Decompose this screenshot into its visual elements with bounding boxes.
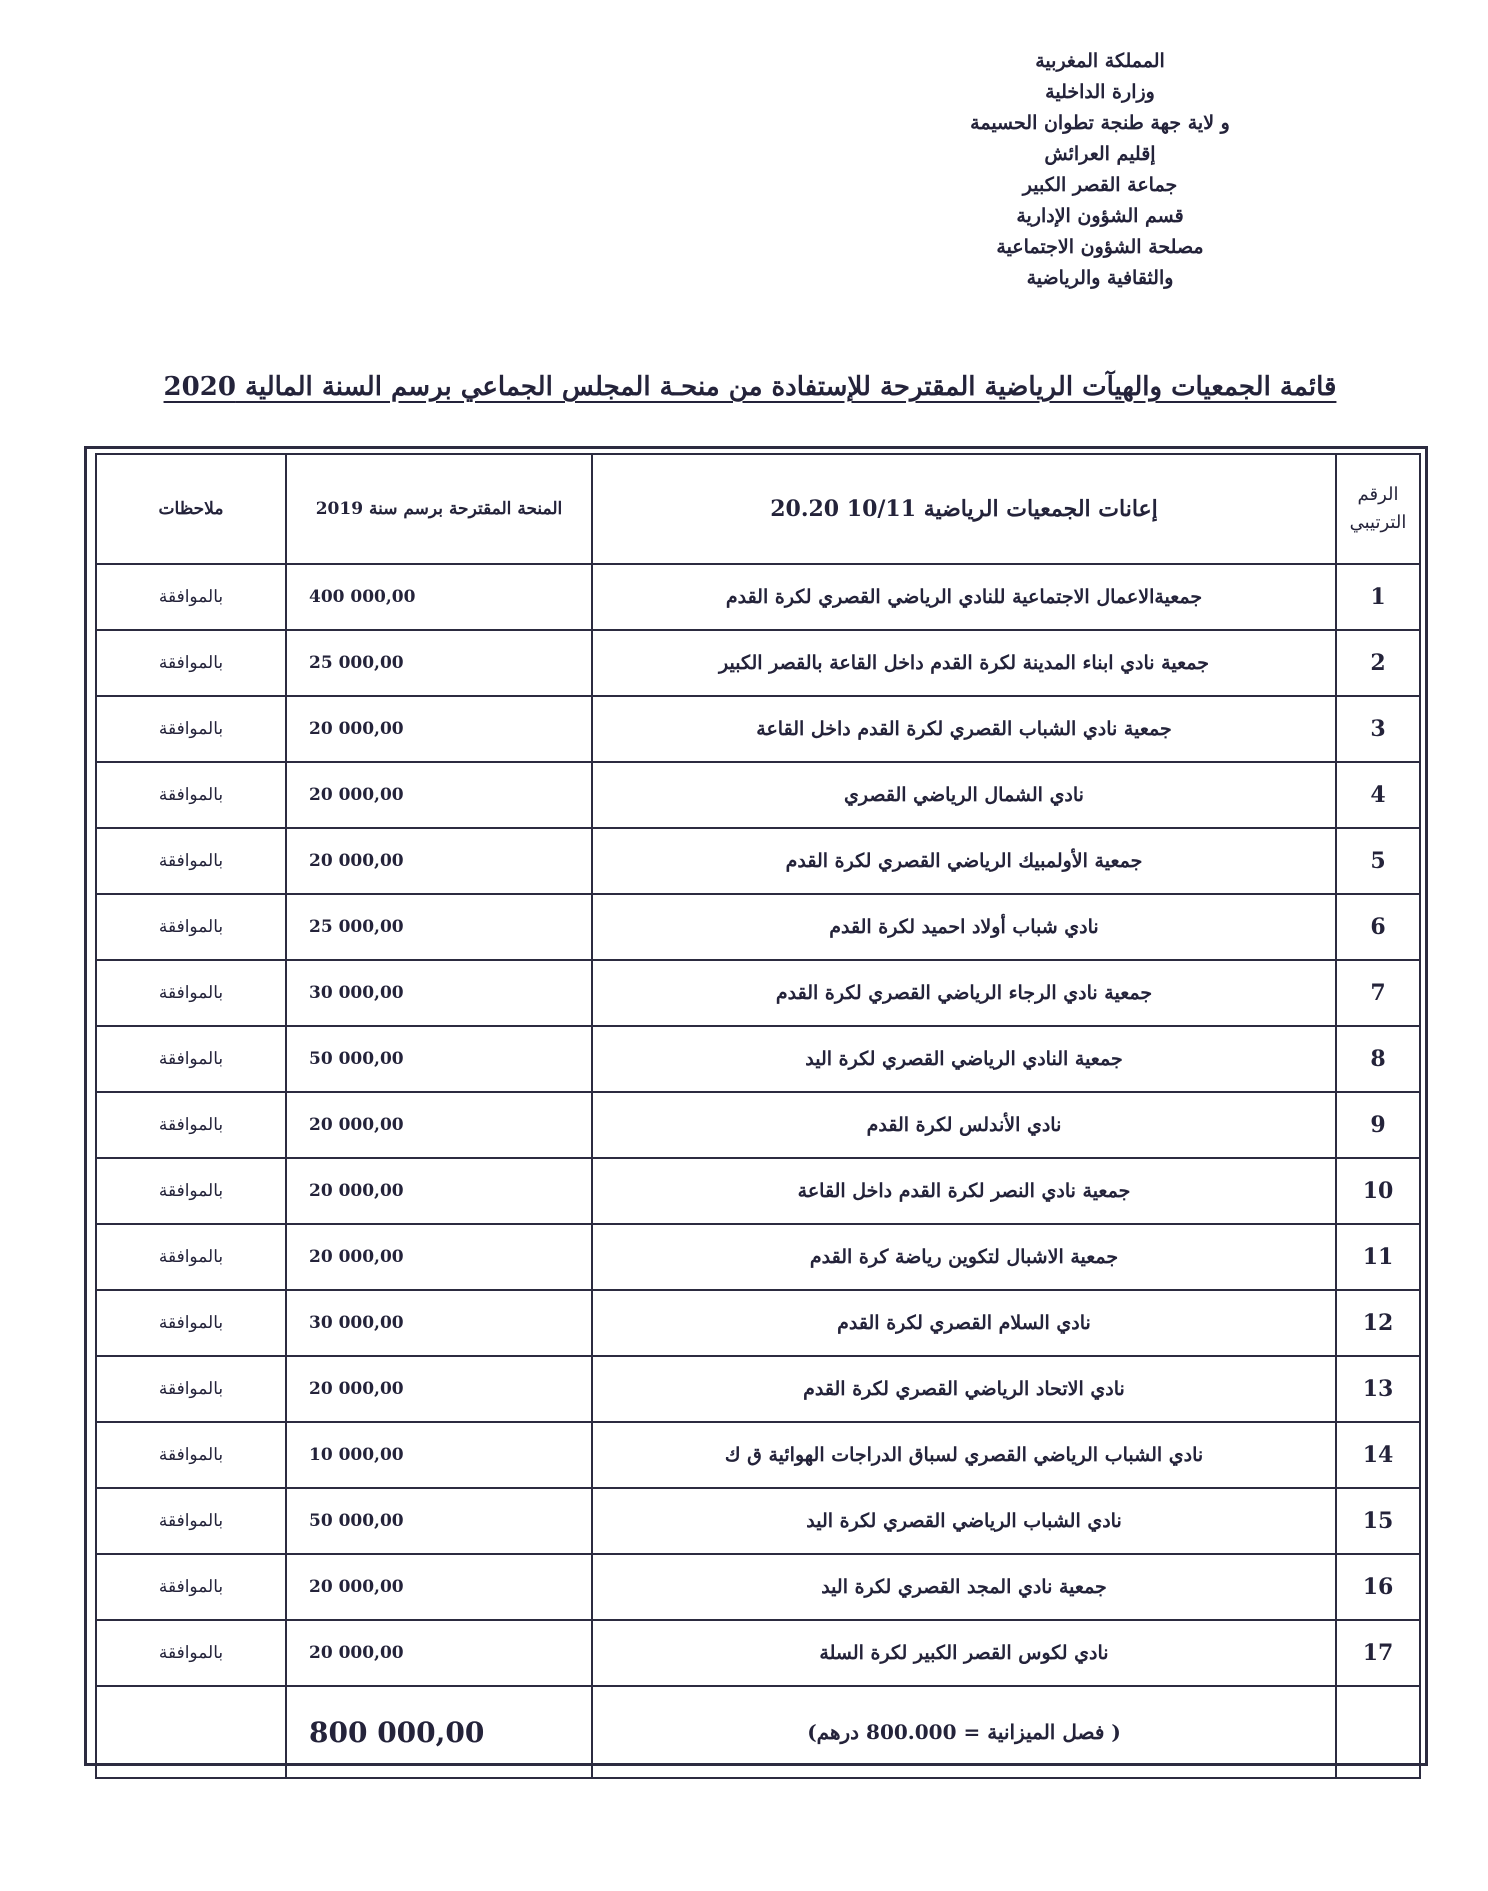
row-name: نادي شباب أولاد احميد لكرة القدم xyxy=(592,894,1336,960)
table-row xyxy=(96,1158,1420,1224)
row-notes: بالموافقة xyxy=(96,1224,286,1290)
table-total-row xyxy=(96,1686,1420,1778)
row-name: جمعيةالاعمال الاجتماعية للنادي الرياضي القصري لكرة القدم xyxy=(592,564,1336,630)
row-name: جمعية النادي الرياضي القصري لكرة اليد xyxy=(592,1026,1336,1092)
row-grant: 20 000,00 xyxy=(286,1092,592,1158)
row-notes: بالموافقة xyxy=(96,564,286,630)
letterhead-line: إقليم العرائش xyxy=(1044,143,1156,165)
document-title xyxy=(150,372,1350,402)
grants-table-frame xyxy=(84,446,1428,1766)
row-rank: 9 xyxy=(1336,1092,1420,1158)
row-notes: بالموافقة xyxy=(96,1554,286,1620)
row-rank: 8 xyxy=(1336,1026,1420,1092)
row-grant: 400 000,00 xyxy=(286,564,592,630)
row-grant: 20 000,00 xyxy=(286,1554,592,1620)
document-title-text: قائمة الجمعيات والهيآت الرياضية المقترحة للإستفادة من منحـة المجلس الجماعي برسم السنة المالية 2020 xyxy=(163,372,1337,402)
row-rank: 13 xyxy=(1336,1356,1420,1422)
table-row xyxy=(96,1224,1420,1290)
letterhead-line: جماعة القصر الكبير xyxy=(1022,174,1178,196)
row-notes: بالموافقة xyxy=(96,762,286,828)
header-notes: ملاحظات xyxy=(96,454,286,564)
letterhead-line: و لاية جهة طنجة تطوان الحسيمة xyxy=(970,112,1230,134)
row-grant: 20 000,00 xyxy=(286,828,592,894)
row-notes: بالموافقة xyxy=(96,630,286,696)
header-rank xyxy=(1336,454,1420,564)
table-row xyxy=(96,1356,1420,1422)
row-rank: 7 xyxy=(1336,960,1420,1026)
letterhead xyxy=(920,46,1280,294)
row-rank: 3 xyxy=(1336,696,1420,762)
header-name: إعانات الجمعيات الرياضية 10/11 20.20 xyxy=(592,454,1336,564)
table-row xyxy=(96,696,1420,762)
letterhead-line: مصلحة الشؤون الاجتماعية xyxy=(996,236,1204,258)
row-rank: 2 xyxy=(1336,630,1420,696)
total-rank-empty xyxy=(1336,1686,1420,1778)
row-notes: بالموافقة xyxy=(96,1290,286,1356)
letterhead-line: والثقافية والرياضية xyxy=(1026,267,1174,289)
row-notes: بالموافقة xyxy=(96,1092,286,1158)
row-name: جمعية الاشبال لتكوين رياضة كرة القدم xyxy=(592,1224,1336,1290)
row-rank: 10 xyxy=(1336,1158,1420,1224)
row-rank: 6 xyxy=(1336,894,1420,960)
letterhead-line: وزارة الداخلية xyxy=(1045,81,1155,103)
row-grant: 20 000,00 xyxy=(286,762,592,828)
row-grant: 25 000,00 xyxy=(286,894,592,960)
row-grant: 25 000,00 xyxy=(286,630,592,696)
row-notes: بالموافقة xyxy=(96,1026,286,1092)
table-row xyxy=(96,1026,1420,1092)
table-row xyxy=(96,1290,1420,1356)
total-label: ( فصل الميزانية = 800.000 درهم) xyxy=(592,1686,1336,1778)
table-row xyxy=(96,1554,1420,1620)
table-row xyxy=(96,564,1420,630)
row-grant: 30 000,00 xyxy=(286,960,592,1026)
table-row xyxy=(96,960,1420,1026)
row-name: نادي لكوس القصر الكبير لكرة السلة xyxy=(592,1620,1336,1686)
row-grant: 20 000,00 xyxy=(286,1620,592,1686)
row-name: نادي الشباب الرياضي القصري لسباق الدراجات الهوائية ق ك xyxy=(592,1422,1336,1488)
row-grant: 20 000,00 xyxy=(286,1356,592,1422)
table-row xyxy=(96,1422,1420,1488)
row-notes: بالموافقة xyxy=(96,894,286,960)
header-rank-line2: الترتيبي xyxy=(1349,512,1407,533)
row-rank: 5 xyxy=(1336,828,1420,894)
row-notes: بالموافقة xyxy=(96,1620,286,1686)
row-grant: 20 000,00 xyxy=(286,696,592,762)
grants-table xyxy=(95,453,1421,1779)
letterhead-line: المملكة المغربية xyxy=(1035,50,1165,72)
row-notes: بالموافقة xyxy=(96,1488,286,1554)
table-row xyxy=(96,1620,1420,1686)
row-grant: 50 000,00 xyxy=(286,1488,592,1554)
row-name: نادي الاتحاد الرياضي القصري لكرة القدم xyxy=(592,1356,1336,1422)
row-grant: 20 000,00 xyxy=(286,1158,592,1224)
row-name: جمعية نادي النصر لكرة القدم داخل القاعة xyxy=(592,1158,1336,1224)
row-name: نادي السلام القصري لكرة القدم xyxy=(592,1290,1336,1356)
row-rank: 14 xyxy=(1336,1422,1420,1488)
table-row xyxy=(96,1488,1420,1554)
row-grant: 30 000,00 xyxy=(286,1290,592,1356)
row-grant: 10 000,00 xyxy=(286,1422,592,1488)
table-header-row xyxy=(96,454,1420,564)
row-notes: بالموافقة xyxy=(96,696,286,762)
letterhead-line: قسم الشؤون الإدارية xyxy=(1016,205,1184,227)
row-rank: 12 xyxy=(1336,1290,1420,1356)
row-name: جمعية نادي ابناء المدينة لكرة القدم داخل القاعة بالقصر الكبير xyxy=(592,630,1336,696)
table-row xyxy=(96,762,1420,828)
row-name: جمعية الأولمبيك الرياضي القصري لكرة القدم xyxy=(592,828,1336,894)
row-name: جمعية نادي الرجاء الرياضي القصري لكرة القدم xyxy=(592,960,1336,1026)
row-notes: بالموافقة xyxy=(96,1158,286,1224)
row-grant: 20 000,00 xyxy=(286,1224,592,1290)
header-rank-line1: الرقم xyxy=(1357,484,1399,505)
header-grant: المنحة المقترحة برسم سنة 2019 xyxy=(286,454,592,564)
row-rank: 11 xyxy=(1336,1224,1420,1290)
row-notes: بالموافقة xyxy=(96,1356,286,1422)
row-grant: 50 000,00 xyxy=(286,1026,592,1092)
row-rank: 16 xyxy=(1336,1554,1420,1620)
row-rank: 1 xyxy=(1336,564,1420,630)
row-name: جمعية نادي الشباب القصري لكرة القدم داخل القاعة xyxy=(592,696,1336,762)
row-notes: بالموافقة xyxy=(96,1422,286,1488)
row-rank: 4 xyxy=(1336,762,1420,828)
total-notes-empty xyxy=(96,1686,286,1778)
table-row xyxy=(96,630,1420,696)
total-amount: 800 000,00 xyxy=(286,1686,592,1778)
row-name: نادي الأندلس لكرة القدم xyxy=(592,1092,1336,1158)
table-row xyxy=(96,894,1420,960)
row-rank: 15 xyxy=(1336,1488,1420,1554)
row-notes: بالموافقة xyxy=(96,828,286,894)
row-rank: 17 xyxy=(1336,1620,1420,1686)
table-row xyxy=(96,1092,1420,1158)
table-row xyxy=(96,828,1420,894)
row-name: نادي الشمال الرياضي القصري xyxy=(592,762,1336,828)
row-notes: بالموافقة xyxy=(96,960,286,1026)
row-name: جمعية نادي المجد القصري لكرة اليد xyxy=(592,1554,1336,1620)
row-name: نادي الشباب الرياضي القصري لكرة اليد xyxy=(592,1488,1336,1554)
